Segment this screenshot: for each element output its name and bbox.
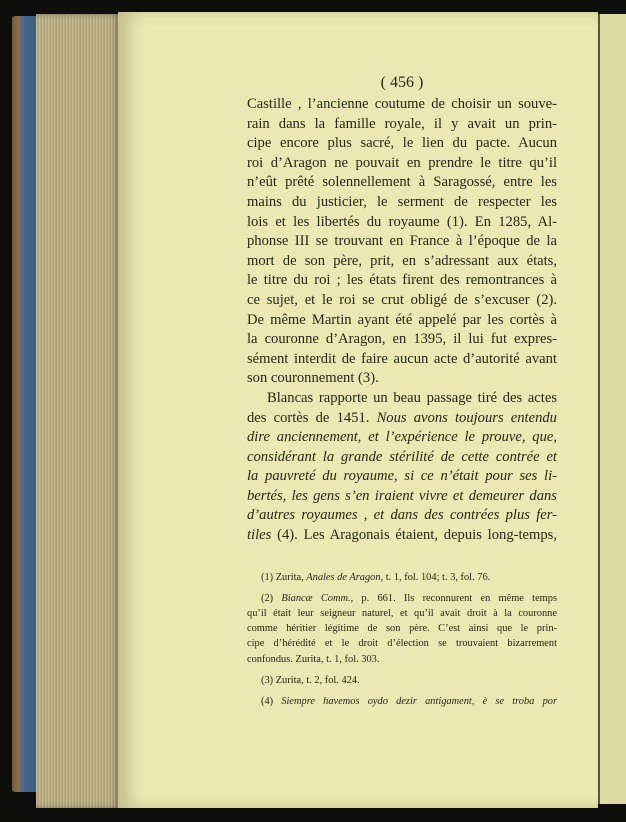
text-segment: mains du justicier, le serment de respecter les	[247, 193, 557, 210]
body-line	[247, 526, 557, 546]
body-line	[247, 154, 557, 174]
body-line	[247, 173, 557, 193]
footnote-line	[247, 652, 557, 667]
text-column	[247, 74, 557, 709]
text-segment: cipe encore plus sacré, le lien du pacte. Aucun	[247, 135, 557, 152]
body-line	[247, 271, 557, 291]
body-line	[247, 193, 557, 213]
text-segment: (3) Zurita, t. 2, fol. 424.	[261, 674, 360, 686]
italic-text: dire anciennement, et l’expérience le prouve, que,	[247, 429, 557, 446]
text-segment: (4)	[261, 696, 282, 708]
body-line	[247, 134, 557, 154]
italic-text: Biancæ Comm.	[281, 592, 351, 604]
footnote-line	[247, 570, 557, 585]
text-segment: , p. 661. Ils reconnurent en même temps	[350, 592, 557, 604]
italic-text: d’autres royaumes , et dans des contrées plus fer-	[247, 507, 557, 524]
footnotes	[247, 570, 557, 710]
text-segment: comme héritier légitime de son père. C’est ainsi que le prin-	[247, 623, 557, 635]
body-line	[247, 487, 557, 507]
text-segment: Castille , l’ancienne coutume de choisir un souve-	[247, 96, 557, 112]
text-segment: la couronne d’Aragon, en 1395, il lui fut expres-	[247, 331, 557, 348]
text-segment: mort de son père, prit, en s’adressant aux états,	[247, 252, 557, 269]
footnote-line	[247, 694, 557, 709]
body-line	[247, 95, 557, 115]
text-segment: le titre du roi ; les états firent des remontrances à	[247, 272, 557, 289]
body-line	[247, 252, 557, 272]
text-segment: qu’il était leur seigneur naturel, et qu’il avait droit à la couronne	[247, 608, 557, 620]
body-line	[247, 369, 557, 389]
body-line	[247, 291, 557, 311]
body-line	[247, 311, 557, 331]
italic-text: la pauvreté du royaume, si ce n’était pour ses li-	[247, 468, 557, 485]
text-segment: roi d’Aragon ne pouvait en prendre le titre qu’il	[247, 154, 557, 171]
italic-text: Anales de Aragon	[306, 571, 381, 583]
footnote-line	[247, 606, 557, 621]
text-segment: son couronnement (3).	[247, 370, 379, 387]
italic-text: Nous avons toujours entendu	[376, 409, 557, 426]
body-line	[247, 389, 557, 409]
italic-text: bertés, les gens s’en iraient vivre et demeurer dans	[247, 487, 557, 504]
text-segment: Blancas rapporte un beau passage tiré des actes	[267, 389, 557, 406]
body-line	[247, 232, 557, 252]
footnote-line	[247, 673, 557, 688]
book-page	[118, 12, 598, 808]
text-segment: phonse III se trouvant en France à l’époque de la	[247, 233, 557, 250]
text-segment: ce sujet, et le roi se crut obligé de s’excuser (2).	[247, 291, 557, 308]
text-segment: confondus. Zurita, t. 1, fol. 303.	[247, 653, 380, 665]
text-segment: , t. 1, fol. 104; t. 3, fol. 76.	[380, 571, 491, 583]
italic-text: Siempre havemos oydo dezir antigament, è se troba por	[281, 696, 557, 708]
text-segment: n’eût prêté solennellement à Saragossé, entre les	[247, 174, 557, 191]
next-page-edge	[598, 14, 626, 804]
body-line	[247, 213, 557, 233]
text-segment: cipe d’hérédité et le droit d’élection se trouvaient bizarrement	[247, 638, 557, 650]
footnote-line	[247, 591, 557, 606]
body-line	[247, 506, 557, 526]
body-text	[247, 95, 557, 546]
body-line	[247, 467, 557, 487]
text-segment: lois et les libertés du royaume (1). En 1285, Al-	[247, 213, 557, 230]
body-line	[247, 330, 557, 350]
text-segment: (4). Les Aragonais étaient, depuis long-temps,	[271, 527, 557, 544]
body-line	[247, 350, 557, 370]
text-segment: De même Martin ayant été appelé par les cortès à	[247, 311, 557, 328]
footnote-line	[247, 636, 557, 651]
italic-text: tiles	[247, 527, 272, 544]
body-line	[247, 409, 557, 429]
text-segment: sément interdit de faire aucun acte d’autorité avant	[247, 350, 557, 367]
text-segment: (2)	[261, 592, 282, 604]
italic-text: considérant la grande stérilité de cette contrée et	[247, 448, 557, 465]
body-line	[247, 448, 557, 468]
text-segment: rain dans la famille royale, il y avait un prin-	[247, 115, 557, 132]
page-number: ( 456 )	[380, 74, 424, 91]
footnote-line	[247, 621, 557, 636]
body-line	[247, 428, 557, 448]
page-edges	[36, 14, 120, 808]
text-segment: (1) Zurita,	[261, 571, 307, 583]
text-segment: des cortès de 1451.	[247, 409, 377, 426]
body-line	[247, 115, 557, 135]
